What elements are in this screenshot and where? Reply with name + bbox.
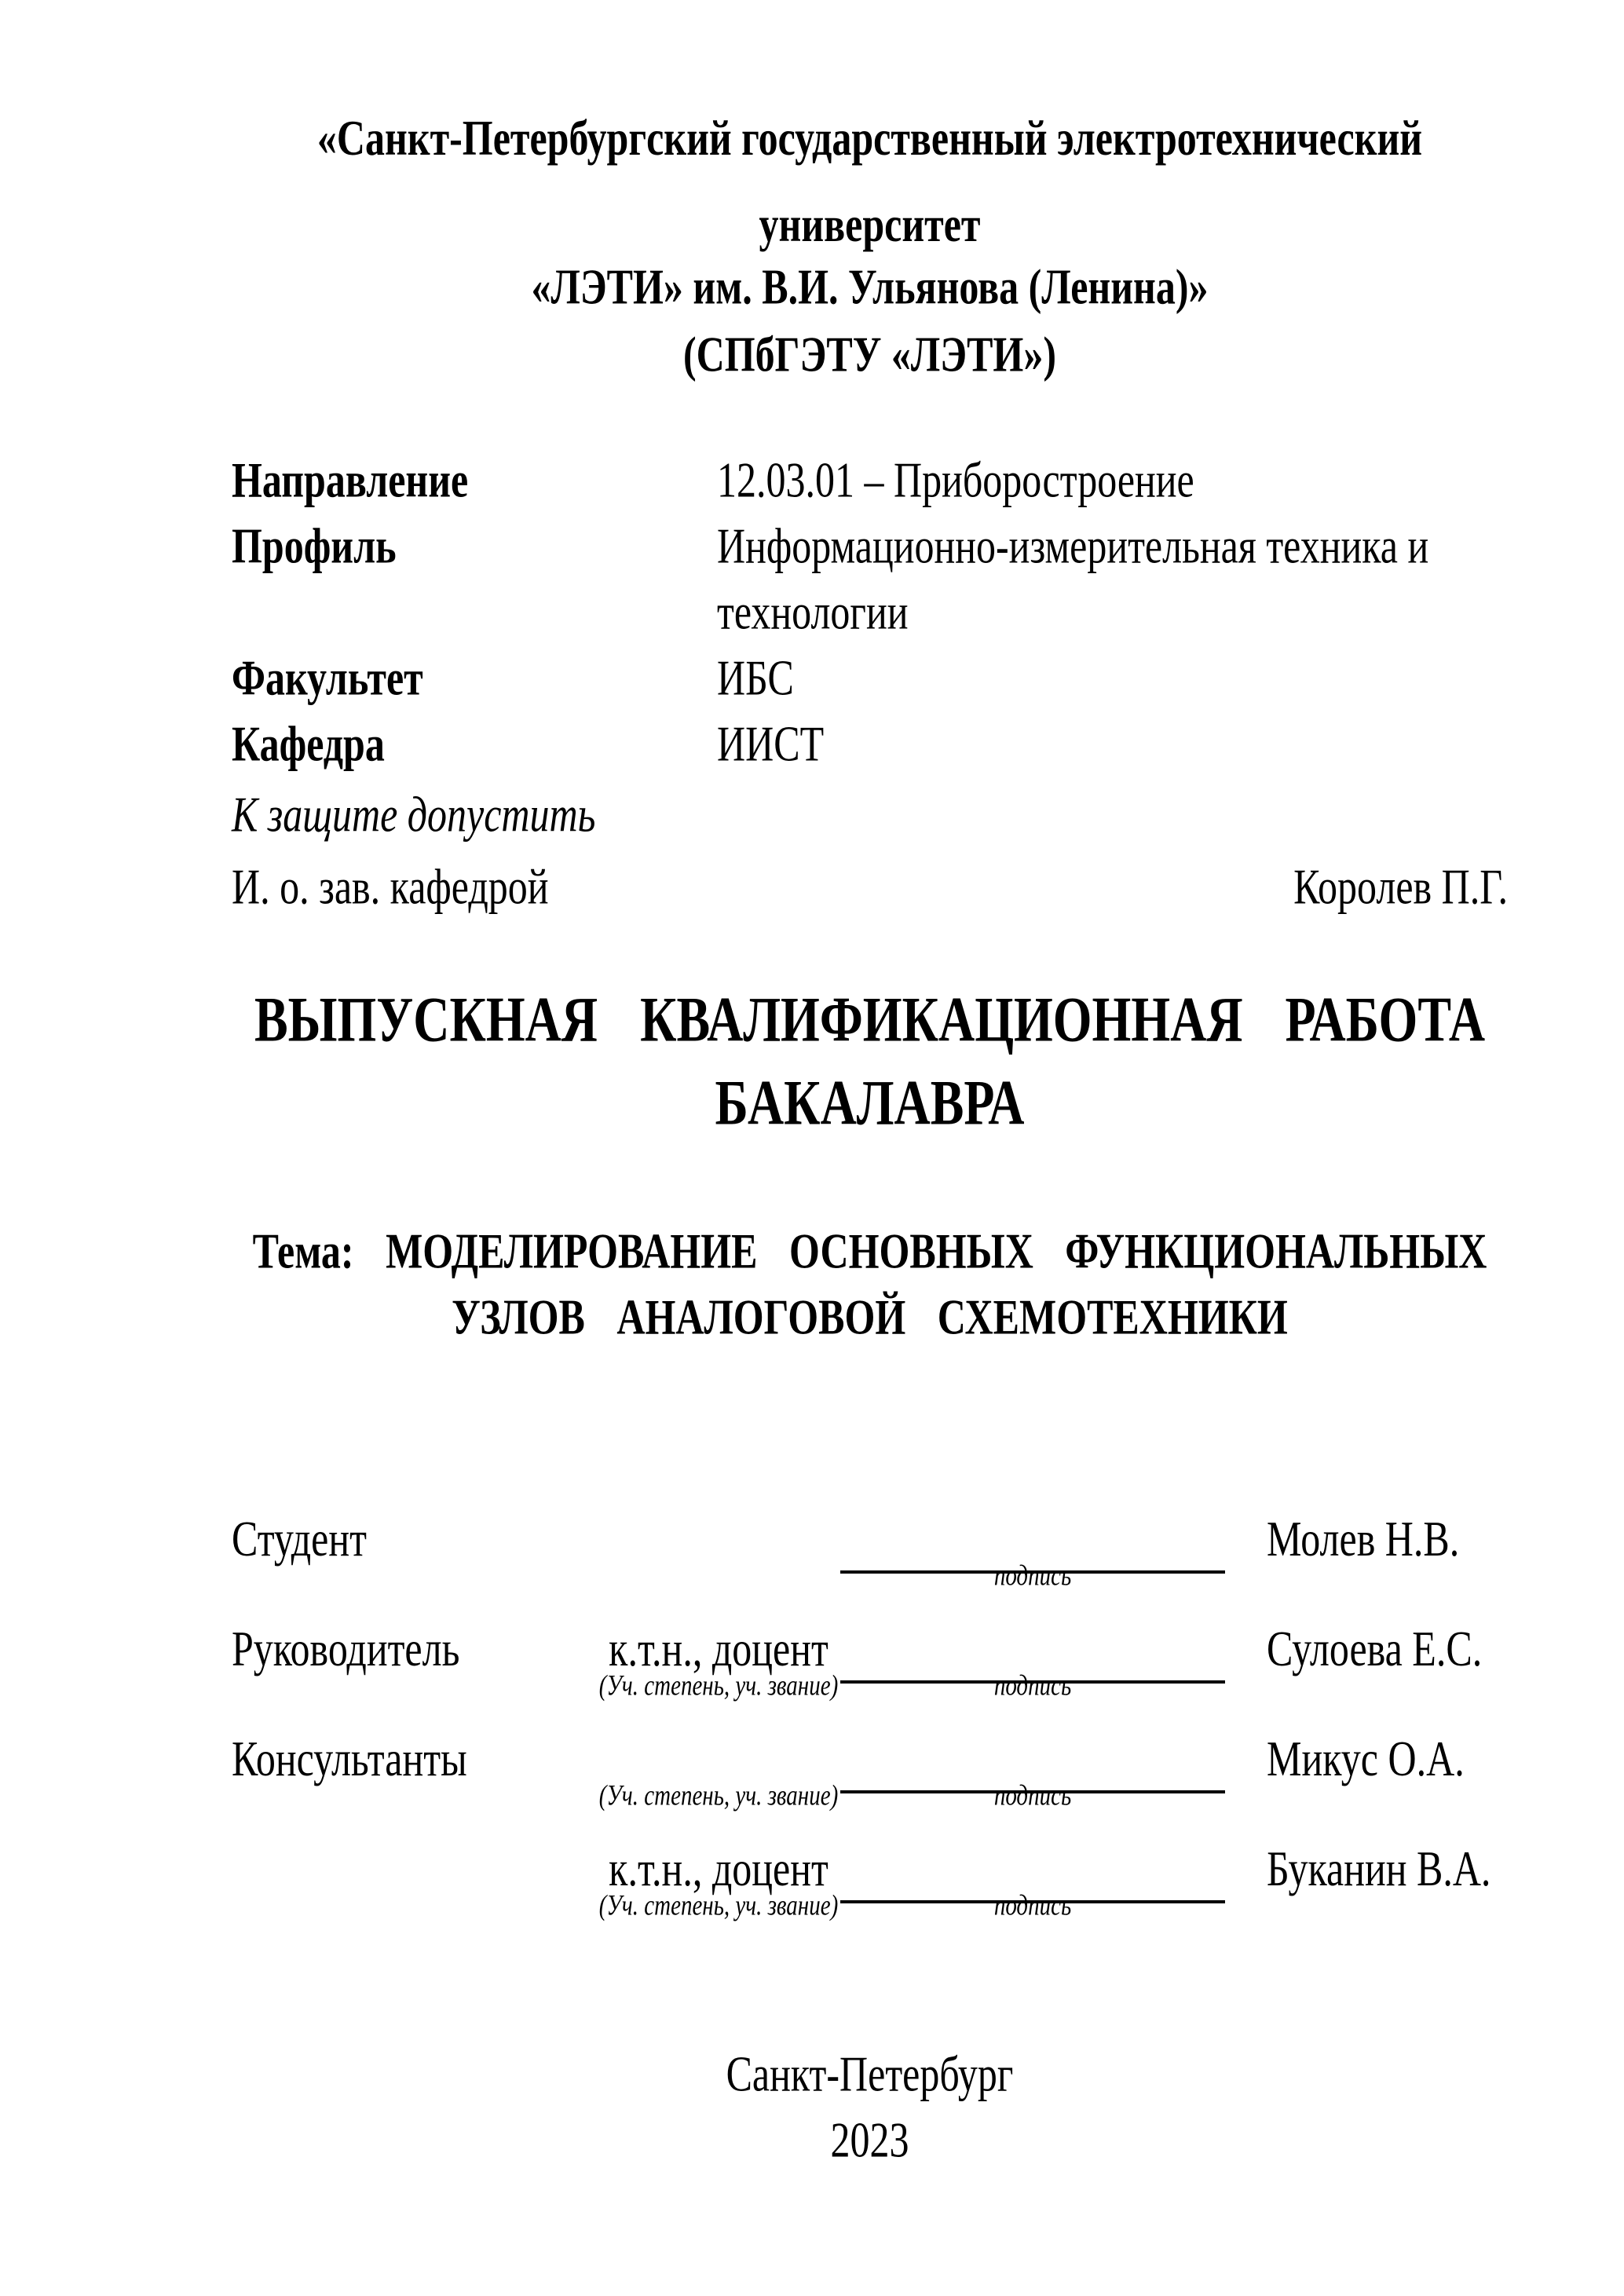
signature-caption: подпись: [993, 1889, 1072, 1922]
department-head-row: [232, 857, 1508, 923]
field-value-profile-line-2: технологии: [717, 583, 909, 640]
signature-name: Молев Н.В.: [1267, 1510, 1460, 1567]
signature-name: Микус О.А.: [1267, 1730, 1465, 1787]
department-head-name: Королев П.Г.: [1293, 857, 1508, 915]
signature-row-student: [232, 1478, 1508, 1592]
signature-role: Студент: [232, 1510, 367, 1567]
signature-role: Руководитель: [232, 1620, 460, 1677]
university-abbreviation: (СПбГЭТУ «ЛЭТИ»): [683, 325, 1056, 382]
work-type-line-1: ВЫПУСКНАЯ КВАЛИФИКАЦИОННАЯ РАБОТА: [254, 983, 1486, 1055]
field-label-department: Кафедра: [232, 715, 385, 772]
signature-row-consultant-1: [232, 1698, 1508, 1812]
thesis-theme-line-2: УЗЛОВ АНАЛОГОВОЙ СХЕМОТЕХНИКИ: [452, 1288, 1288, 1345]
signature-caption: подпись: [993, 1559, 1072, 1592]
footer-block: [232, 2045, 1508, 2177]
signature-block: [232, 1478, 1508, 1922]
signature-degree-caption: (Уч. степень, уч. звание): [598, 1669, 839, 1702]
field-label-faculty: Факультет: [232, 649, 423, 706]
thesis-theme-line-1: Тема: МОДЕЛИРОВАНИЕ ОСНОВНЫХ ФУНКЦИОНАЛЬНЫХ: [252, 1222, 1487, 1279]
signature-name: Буканин В.А.: [1267, 1840, 1491, 1897]
signature-degree-caption: (Уч. степень, уч. звание): [598, 1889, 839, 1922]
admission-note-row: [232, 785, 1508, 851]
field-value-department: ИИСТ: [717, 715, 825, 772]
department-head-position: И. о. зав. кафедрой: [232, 857, 549, 915]
field-label-direction: Направление: [232, 451, 469, 508]
footer-city: Санкт-Петербург: [726, 2045, 1014, 2102]
field-value-direction: 12.03.01 – Приборостроение: [717, 451, 1194, 508]
signature-row-supervisor: [232, 1588, 1508, 1702]
footer-year: 2023: [830, 2111, 909, 2168]
field-value-faculty: ИБС: [717, 649, 794, 706]
work-type-title: [232, 983, 1508, 1150]
university-name-line-1: «Санкт-Петербургский государственный электротехнический университет: [316, 109, 1423, 253]
thesis-theme: [232, 1222, 1508, 1354]
signature-degree: к.т.н., доцент: [609, 1620, 828, 1677]
signature-degree: к.т.н., доцент: [609, 1840, 828, 1897]
program-fields: [232, 451, 1508, 781]
signature-row-consultant-2: [232, 1808, 1508, 1922]
admission-note: К защите допустить: [232, 785, 596, 843]
field-label-profile: Профиль: [232, 517, 397, 574]
field-value-profile-line-1: Информационно-измерительная техника и: [717, 517, 1429, 574]
signature-caption: подпись: [993, 1779, 1072, 1812]
signature-caption: подпись: [993, 1669, 1072, 1702]
work-type-line-2: БАКАЛАВРА: [715, 1066, 1025, 1139]
university-name-line-2: «ЛЭТИ» им. В.И. Ульянова (Ленина)»: [531, 258, 1209, 315]
signature-degree-caption: (Уч. степень, уч. звание): [598, 1779, 839, 1812]
signature-name: Сулоева Е.С.: [1267, 1620, 1483, 1677]
signature-role: Консультанты: [232, 1730, 467, 1787]
university-name-block: [232, 109, 1508, 392]
